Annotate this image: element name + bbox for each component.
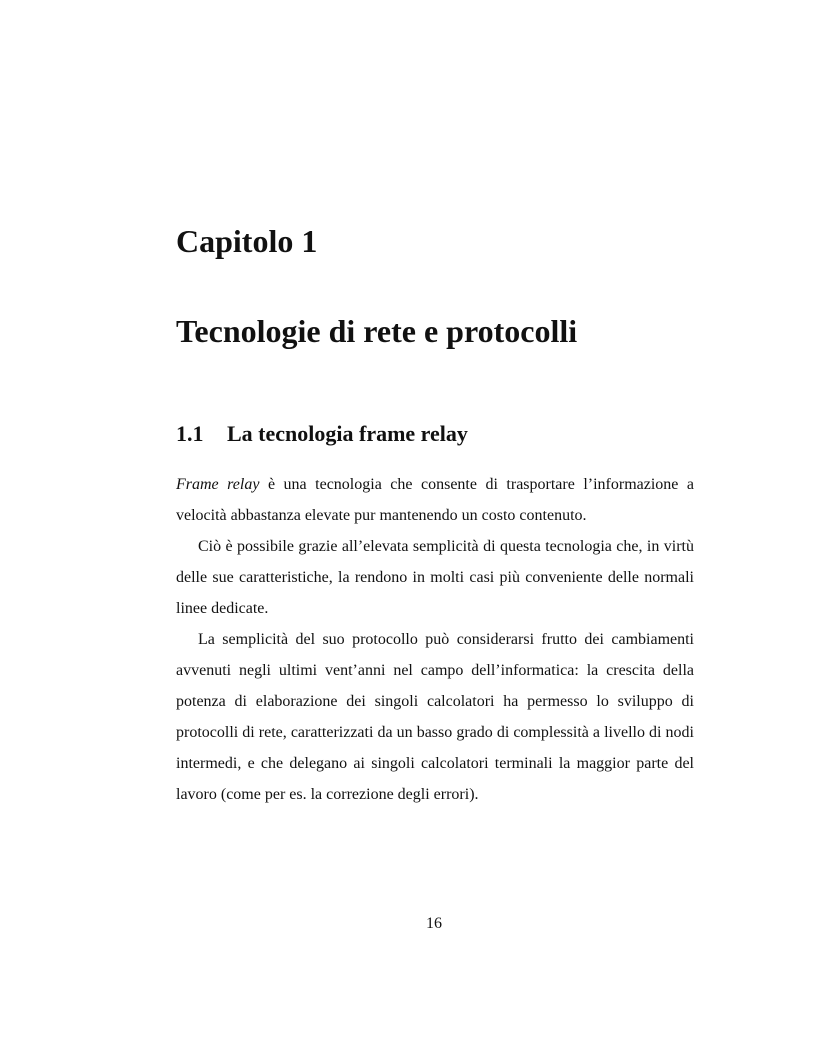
paragraph-1 — [176, 469, 694, 531]
section-heading — [176, 420, 468, 448]
paragraph-3: La semplicità del suo protocollo può considerarsi frutto dei cambiamenti avvenuti negli ultimi vent’anni nel campo dell’informatica: la crescita della potenza di elaborazione dei singoli calcolatori ha permesso lo sviluppo di protocolli di rete, caratterizzati da un basso grado di complessità a livello di nodi intermedi, e che delegano ai singoli calcolatori terminali la maggior parte del lavoro (come per es. la correzione degli errori). — [176, 631, 694, 803]
paragraph-1-text: è una tecnologia che consente di trasportare l’informazione a velocità abbastanza elevate pur mantenendo un costo contenuto. — [176, 476, 695, 524]
frame-relay-term: Frame relay — [176, 476, 260, 493]
chapter-title: Tecnologie di rete e protocolli — [176, 313, 578, 349]
body-text — [176, 469, 694, 810]
section-title: La tecnologia frame relay — [227, 421, 468, 446]
paragraph-2: Ciò è possibile grazie all’elevata semplicità di questa tecnologia che, in virtù delle sue caratteristiche, la rendono in molti casi più conveniente delle normali linee dedicate. — [176, 538, 694, 617]
page-number: 16 — [426, 915, 442, 932]
section-number: 1.1 — [176, 421, 204, 446]
chapter-label: Capitolo 1 — [176, 223, 318, 259]
